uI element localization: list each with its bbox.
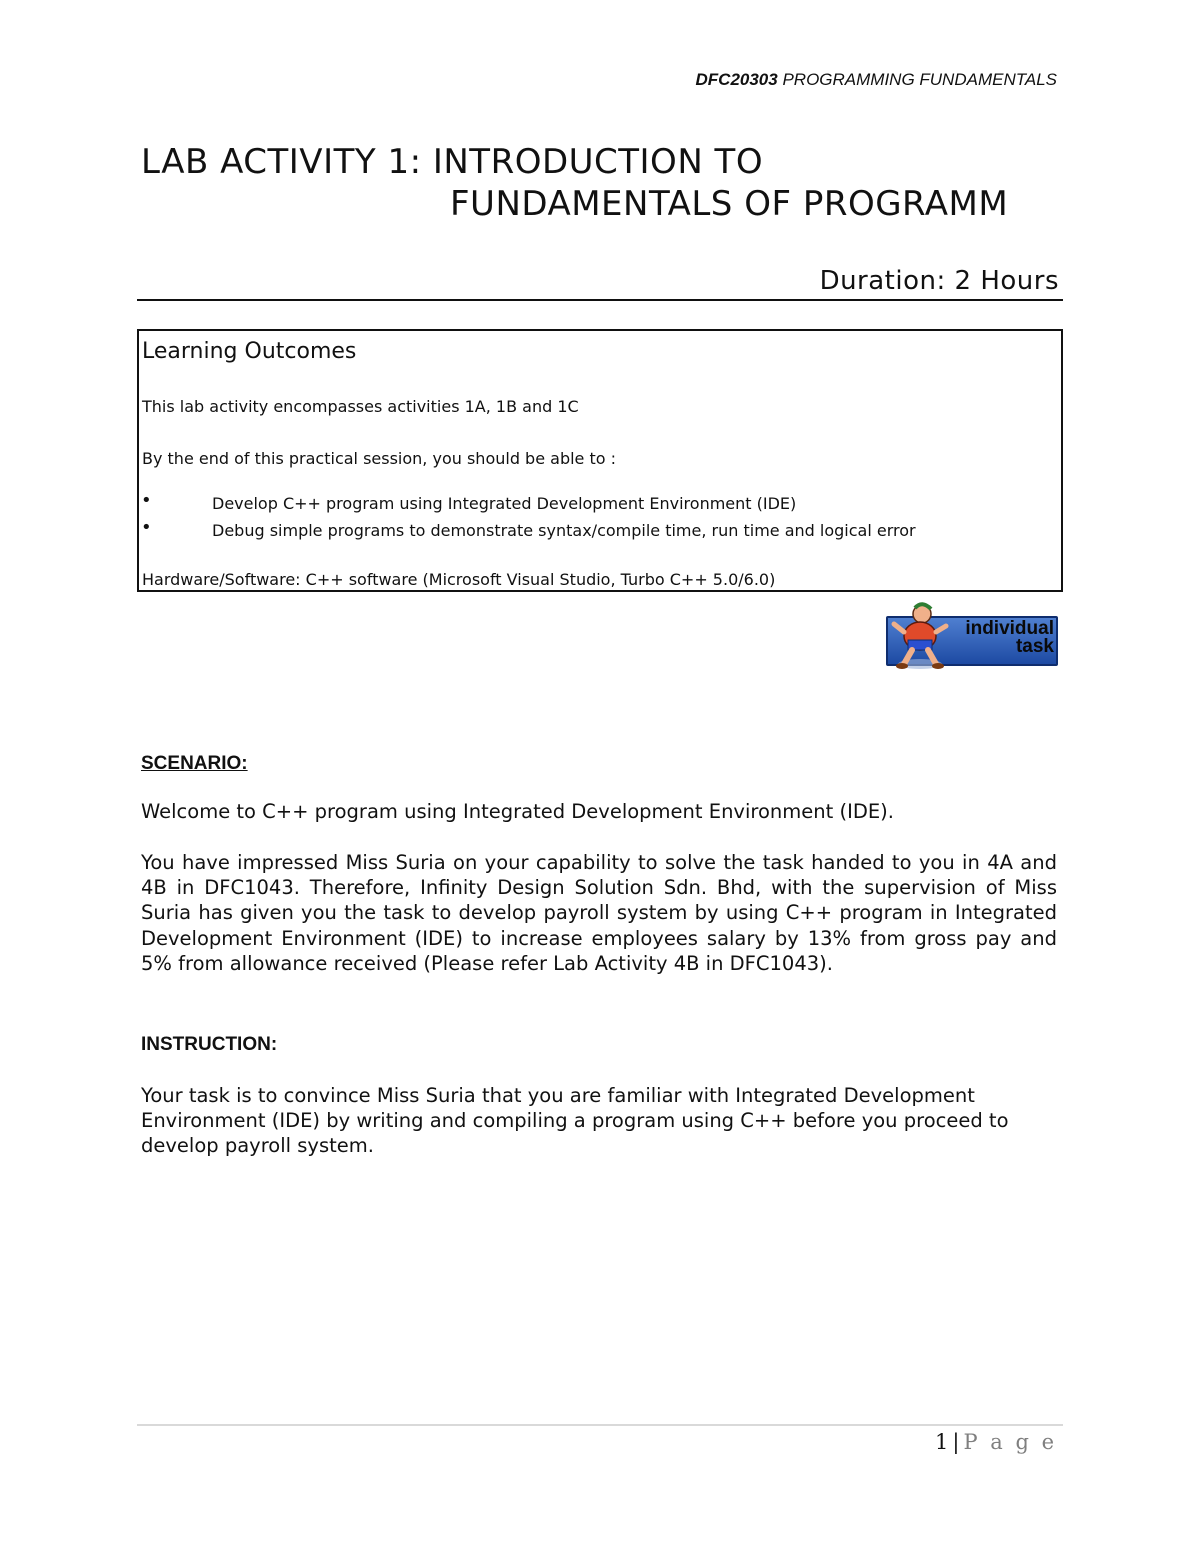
outcome-text: Debug simple programs to demonstrate syntax/compile time, run time and logical error [212, 521, 916, 540]
course-code: DFC20303 [695, 70, 778, 89]
page-word: P a g e [963, 1430, 1057, 1454]
outcome-text: Develop C++ program using Integrated Development Environment (IDE) [212, 494, 797, 513]
title-divider [137, 299, 1063, 301]
scenario-body: You have impressed Miss Suria on your capability to solve the task handed to you in 4A and 4B in DFC1043. Therefore, Infinity Design Solution Sdn. Bhd, with the supervision of Miss Suria has given you the task to develop payroll system by using C++ program in Integrated Development Environment (IDE) to increase employees salary by 13% from gross pay and 5% from allowance received (Please refer Lab Activity 4B in DFC1043). [141, 851, 1057, 975]
badge-label-line-1: individual [965, 618, 1054, 639]
running-person-icon [890, 602, 950, 672]
page-footer [935, 1430, 1057, 1454]
badge-label-line-2: task [1015, 636, 1054, 657]
footer-divider [137, 1424, 1063, 1426]
document-title-line-1: LAB ACTIVITY 1: INTRODUCTION TO [141, 142, 764, 182]
course-name: PROGRAMMING FUNDAMENTALS [782, 70, 1057, 89]
footer-separator: | [952, 1430, 960, 1454]
bullet-icon: • [141, 517, 152, 538]
individual-task-badge [884, 602, 1058, 672]
instruction-body: Your task is to convince Miss Suria that you are familiar with Integrated Development Environment (IDE) by writing and compiling a program using C++ before you proceed to develop payroll system. [141, 1084, 1009, 1158]
hardware-software-line: Hardware/Software: C++ software (Microsoft Visual Studio, Turbo C++ 5.0/6.0) [142, 570, 776, 589]
bullet-icon: • [141, 490, 152, 511]
learning-outcomes-heading: Learning Outcomes [142, 339, 357, 364]
page-number: 1 [935, 1430, 949, 1454]
learning-outcomes-intro: This lab activity encompasses activities 1A, 1B and 1C [142, 397, 579, 416]
instruction-heading: INSTRUCTION: [141, 1034, 278, 1055]
scenario-welcome: Welcome to C++ program using Integrated Development Environment (IDE). [141, 800, 894, 823]
badge-label [944, 620, 1054, 656]
duration-label: Duration: 2 Hours [819, 266, 1059, 296]
learning-outcomes-lead: By the end of this practical session, you should be able to : [142, 449, 617, 468]
scenario-heading: SCENARIO: [141, 753, 248, 774]
learning-outcomes-box [137, 329, 1063, 592]
document-title-line-2: FUNDAMENTALS OF PROGRAMM [450, 184, 1009, 224]
running-header [696, 70, 1058, 90]
